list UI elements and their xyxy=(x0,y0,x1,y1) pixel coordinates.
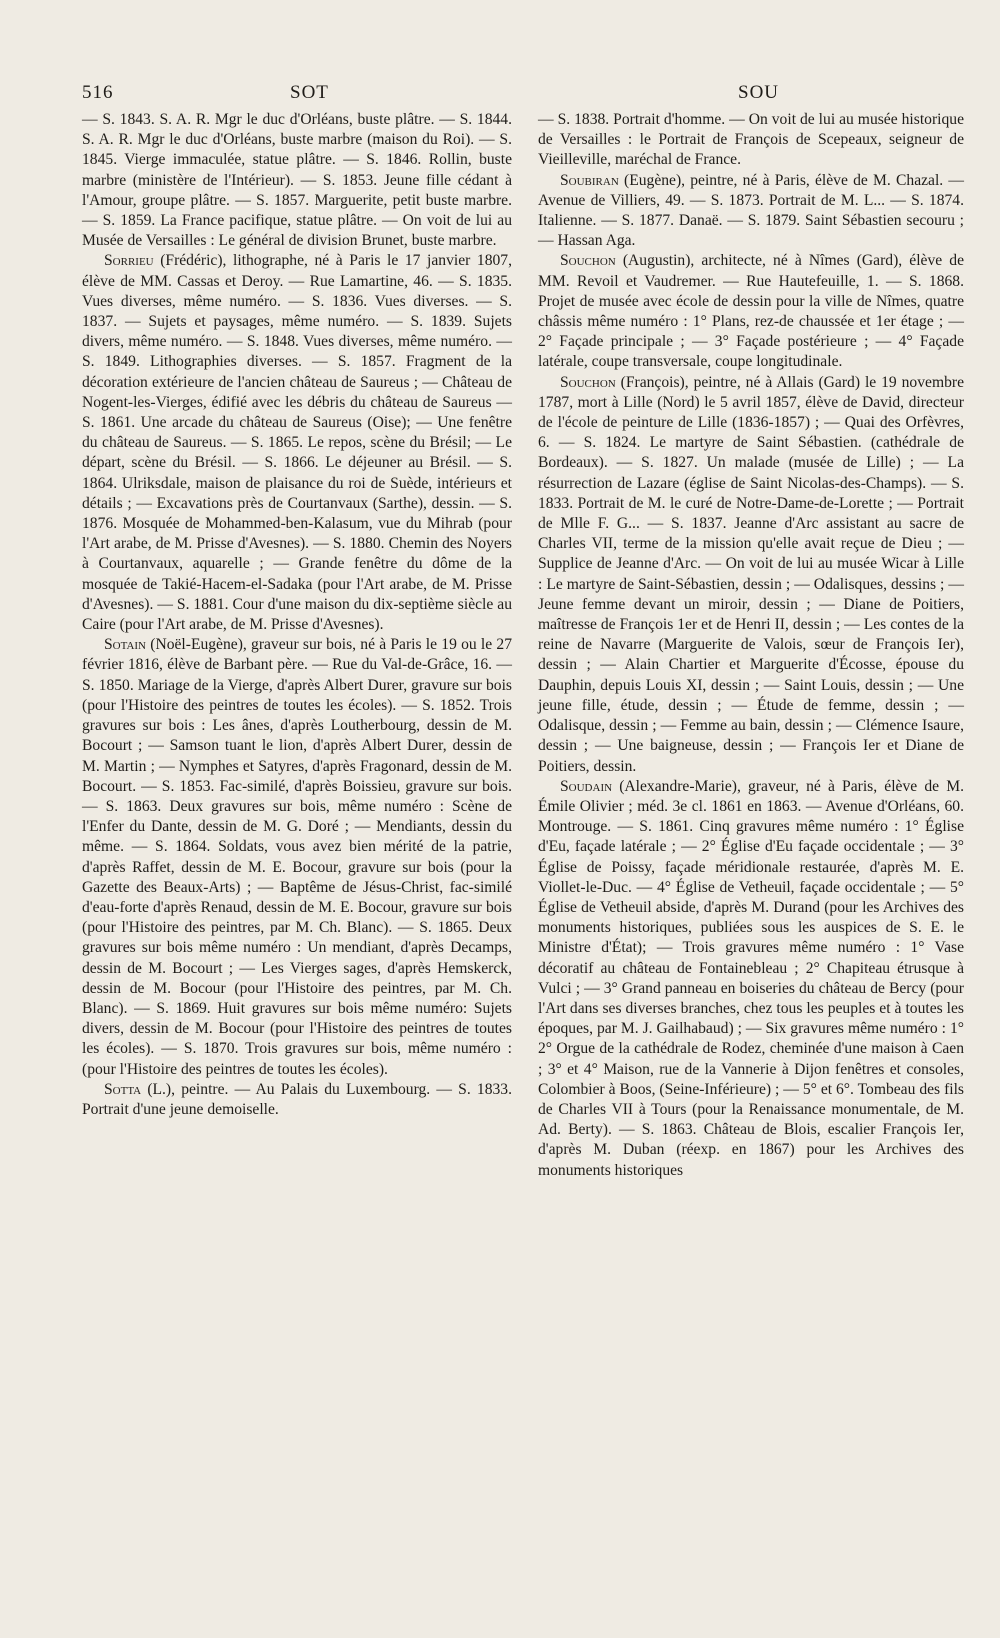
entry-name: Sotain xyxy=(104,636,147,654)
entry-text: (Frédéric), lithographe, né à Paris le 17 janvier 1807, élève de MM. Cassas et Deroy. — Rue Lamartine, 46. — S. 1835. Vues diverses, même numéro. — S. 1836. Vues diverses. — S. 1837. — Sujets et paysages, même numéro. — S. 1839. Sujets divers, même numéro. — S. 1848. Vues diverses, même numéro. — S. 1849. Lithographies diverses. — S. 1857. Fragment de la décoration extérieure de l'ancien château de Saureus ; — Château de Nogent-les-Vierges, édifié avec les débris du château de Saureus — S. 1861. Une arcade du château de Saureus (Oise); — Une fenêtre du château de Saureus. — S. 1865. Le repos, scène du Brésil; — Le départ, scène du Brésil. — S. 1866. Le déjeuner au Brésil. — S. 1864. Ulriksdale, maison de plaisance du roi de Suède, intérieurs et détails ; — Excavations près de Courtanvaux (Sarthe), dessin. — S. 1876. Mosquée de Mohammed-ben-Kalasum, vue du Mihrab (pour l'Art arabe, de M. Prisse d'Avesnes). — S. 1880. Chemin des Noyers à Courtanvaux, aquarelle ; — Grande fenêtre du dôme de la mosquée de Takié-Hacem-el-Sadaka (pour l'Art arabe, de M. Prisse d'Avesnes). — S. 1881. Cour d'une maison du dix-septième siècle au Caire (pour l'Art arabe, de M. Prisse d'Avesnes). xyxy=(82,252,512,634)
entry-text: — S. 1838. Portrait d'homme. — On voit de lui au musée historique de Versailles : le Portrait de François de Scepeaux, seigneur de Vieilleville, maréchal de France. xyxy=(538,111,964,169)
entry-soubiran xyxy=(538,171,964,252)
entry-name: Sotta xyxy=(104,1080,142,1098)
left-running-heading: SOT xyxy=(290,82,329,103)
entry-sotta-continued xyxy=(538,110,964,171)
entry-sotain xyxy=(82,635,512,1079)
entry-text: (Alexandre-Marie), graveur, né à Paris, élève de M. Émile Olivier ; méd. 3e cl. 1861 en 1863. — Avenue d'Orléans, 60. Montrouge. — S. 1861. Cinq gravures même numéro : 1° Église d'Eu, façade latérale ; — 2° Église d'Eu façade occidentale ; — 3° Église de Poissy, façade méridionale restaurée, d'après M. E. Viollet-le-Duc. — 4° Église de Vetheuil, façade occidentale ; — 5° Église de Vetheuil abside, d'après M. Durand (pour les Archives des monuments historiques, publiées sous les auspices de S. E. le Ministre d'État); — Trois gravures même numéro : 1° Vase décoratif au château de Fontainebleau ; 2° Chapiteau étrusque à Vulci ; — 3° Grand panneau en boiseries du château de Bercy (pour l'Art dans ses diverses branches, chez tous les peuples et à toutes les époques, par M. J. Gailhabaud) ; — Six gravures même numéro : 1° 2° Orgue de la cathédrale de Rodez, cheminée d'une maison à Caen ; 3° et 4° Maison, rue de la Vannerie à Dijon fenêtres et consoles, Colombier à Boos, (Seine-Inférieure) ; — 5° et 6°. Tombeau des fils de Charles VII à Tours (pour la Renaissance monumentale, de M. Ad. Berty). — S. 1863. Château de Blois, escalier François Ier, d'après M. Duban (réexp. en 1867) pour les Archives des monuments historiques xyxy=(538,777,964,1179)
entry-name: Soudain xyxy=(560,777,613,795)
entry-sotta xyxy=(82,1080,512,1120)
entry-souchon-francois xyxy=(538,373,964,777)
left-column xyxy=(82,110,512,1120)
entry-text: (Noël-Eugène), graveur sur bois, né à Paris le 19 ou le 27 février 1816, élève de Barbant père. — Rue du Val-de-Grâce, 16. — S. 1850. Mariage de la Vierge, d'après Albert Durer, gravure sur bois (pour l'Histoire des peintres de toutes les écoles). — S. 1852. Trois gravures sur bois : Les ânes, d'après Loutherbourg, dessin de M. Bocourt ; — Samson tuant le lion, d'après Albert Durer, dessin de M. Martin ; — Nymphes et Satyres, d'après Fragonard, dessin de M. Bocourt. — S. 1853. Fac-similé, d'après Boissieu, gravure sur bois. — S. 1863. Deux gravures sur bois, même numéro : Scène de l'Enfer du Dante, dessin de M. G. Doré ; — Mendiants, dessin du même. — S. 1864. Soldats, vous avez bien mérité de la patrie, d'après Raffet, dessin de M. E. Bocour, gravure sur bois (pour la Gazette des Beaux-Arts) ; — Baptême de Jésus-Christ, fac-similé d'eau-forte d'après Renaud, dessin de M. E. Bocour, gravure sur bois (pour l'Histoire des peintres, par M. Ch. Blanc). — S. 1865. Deux gravures sur bois même numéro : Un mendiant, d'après Decamps, dessin de M. Bocourt ; — Les Vierges sages, d'après Hemskerck, dessin de M. Bocour (pour l'Histoire des peintres, par M. Ch. Blanc). — S. 1869. Huit gravures sur bois même numéro: Sujets divers, dessin de M. Bocour (pour l'Histoire des peintres de toutes les écoles). — S. 1870. Trois gravures sur bois, même numéro : (pour l'Histoire des peintres de toutes les écoles). xyxy=(82,636,512,1078)
page-number: 516 xyxy=(82,82,114,103)
entry-souchon-augustin xyxy=(538,251,964,372)
right-column xyxy=(538,110,964,1181)
running-head xyxy=(82,82,928,110)
entry-name: Souchon xyxy=(560,252,616,270)
entry-name: Souchon xyxy=(560,373,616,391)
entry-sorrieu xyxy=(82,251,512,635)
entry-text: — S. 1843. S. A. R. Mgr le duc d'Orléans, buste plâtre. — S. 1844. S. A. R. Mgr le duc d'Orléans, buste marbre (maison du Roi). — S. 1845. Vierge immaculée, statue plâtre. — S. 1846. Rollin, buste marbre (ministère de l'Intérieur). — S. 1853. Jeune fille cédant à l'Amour, groupe plâtre. — S. 1857. Marguerite, petit buste marbre. — S. 1859. La France pacifique, statue plâtre. — On voit de lui au Musée de Versailles : Le général de division Brunet, buste marbre. xyxy=(82,111,512,250)
entry-text: (Eugène), peintre, né à Paris, élève de M. Chazal. — Avenue de Villiers, 49. — S. 1873. Portrait de M. L... — S. 1874. Italienne. — S. 1877. Danaë. — S. 1879. Saint Sébastien secouru ; — Hassan Aga. xyxy=(538,171,964,250)
entry-sornay-continued xyxy=(82,110,512,251)
entry-name: Soubiran xyxy=(560,171,619,189)
entry-text: (L.), peintre. — Au Palais du Luxembourg. — S. 1833. Portrait d'une jeune demoiselle. xyxy=(82,1080,512,1118)
entry-text: (Augustin), architecte, né à Nîmes (Gard), élève de MM. Revoil et Vaudremer. — Rue Hautefeuille, 1. — S. 1868. Projet de musée avec école de dessin pour la ville de Nîmes, quatre châssis même numéro : 1° Plans, rez-de chaussée et 1er étage ; — 2° Façade principale ; — 3° Façade postérieure ; — 4° Façade latérale, coupe transversale, coupe longitudinale. xyxy=(538,252,964,371)
entry-text: (François), peintre, né à Allais (Gard) le 19 novembre 1787, mort à Lille (Nord) le 5 avril 1857, élève de David, directeur de l'école de peinture de Lille (1836-1857) ; — Quai des Orfèvres, 6. — S. 1824. Le martyre de Saint Sébastien. (cathédrale de Bordeaux). — S. 1827. Un malade (musée de Lille) ; — La résurrection de Lazare (église de Saint Nicolas-des-Champs). — S. 1833. Portrait de M. le curé de Notre-Dame-de-Lorette ; — Portrait de Mlle F. G... — S. 1837. Jeanne d'Arc assistant au sacre de Charles VII, terme de la mission qu'elle avait reçue de Dieu ; — Supplice de Jeanne d'Arc. — On voit de lui au musée Wicar à Lille : Le martyre de Saint-Sébastien, dessin ; — Odalisques, dessins ; — Jeune femme devant un miroir, dessin ; — Diane de Poitiers, maîtresse de François 1er et de Henri II, dessin ; — Les contes de la reine de Navarre (Marguerite de Valois, sœur de François Ier), dessin ; — Alain Chartier et Marguerite d'Écosse, épouse du Dauphin, depuis Louis XI, dessin ; — Saint Louis, dessin ; — Une jeune fille, étude, dessin ; — Étude de femme, dessin ; — Odalisque, dessin ; — Femme au bain, dessin ; — Clémence Isaure, dessin ; — Une baigneuse, dessin ; — François Ier et Diane de Poitiers, dessin. xyxy=(538,373,964,775)
entry-name: Sorrieu xyxy=(104,252,154,270)
right-running-heading: SOU xyxy=(738,82,780,103)
entry-soudain xyxy=(538,777,964,1181)
